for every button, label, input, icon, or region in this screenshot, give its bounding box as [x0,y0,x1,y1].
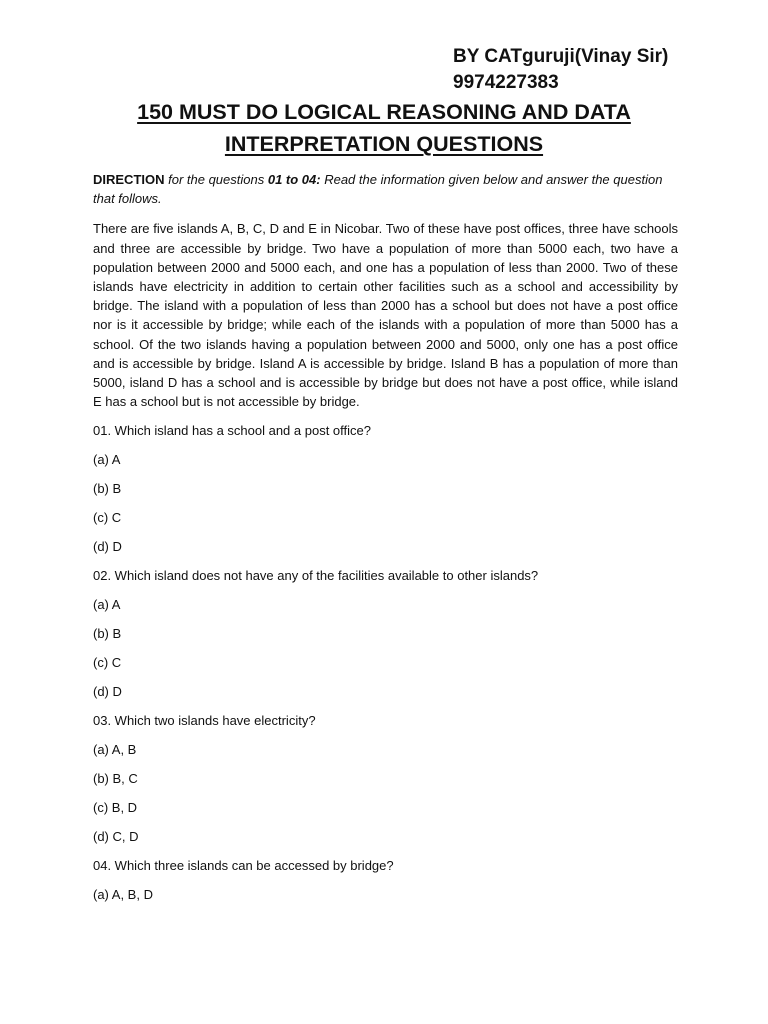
option-d: (d) D [93,539,122,555]
option-d: (d) D [93,684,122,700]
question-block-1 [93,421,678,566]
question-text: 04. Which three islands can be accessed by bridge? [93,858,394,874]
author-phone: 9974227383 [453,72,559,93]
passage-paragraph: There are five islands A, B, C, D and E in Nicobar. Two of these have post offices, three have schools and three are accessible by bridge. Two have a population of more than 5000 each, two have a population between 2000 and 5000 each, and one has a population of less than 2000. Two of these islands have electricity in addition to certain other facilities such as a school and accessibility by bridge. The island with a population of less than 2000 has a school but does not have a post office nor is it accessible by bridge; while each of the islands with a population of more than 5000 has a school. Of the two islands having a population between 2000 and 5000, only one has a post office and is accessible by bridge. Island A is accessible by bridge. Island B has a population of more than 5000, island D has a school and is accessible by bridge but does not have a post office, while island E has a school but is not accessible by bridge. [93,221,678,410]
option-a: (a) A [93,452,121,468]
option-c: (c) C [93,655,122,671]
question-block-2 [93,566,678,711]
option-a: (a) A, B [93,742,137,758]
question-text: 02. Which island does not have any of the facilities available to other islands? [93,568,539,584]
question-text: 03. Which two islands have electricity? [93,713,316,729]
option-b: (b) B [93,481,122,497]
document-body [93,170,678,914]
direction-instruction: Read the information given below and answer the question that follows. [93,172,663,207]
direction-label: DIRECTION [93,172,165,187]
direction-range: 01 to 04: [267,172,321,187]
direction-for-text: for the questions [164,172,268,187]
option-c: (c) B, D [93,800,138,816]
question-block-4 [93,856,678,914]
author-block [453,44,668,96]
document-title [0,96,768,160]
question-block-3 [93,711,678,856]
option-c: (c) C [93,510,122,526]
option-a: (a) A, B, D [93,887,153,903]
option-b: (b) B [93,626,122,642]
author-name: BY CATguruji(Vinay Sir) [453,46,669,67]
option-d: (d) C, D [93,829,139,845]
title-line-1: 150 MUST DO LOGICAL REASONING AND DATA [137,100,631,124]
question-text: 01. Which island has a school and a post office? [93,423,371,439]
option-a: (a) A [93,597,121,613]
direction-paragraph [93,170,678,208]
title-line-2: INTERPRETATION QUESTIONS [224,132,544,156]
option-b: (b) B, C [93,771,138,787]
